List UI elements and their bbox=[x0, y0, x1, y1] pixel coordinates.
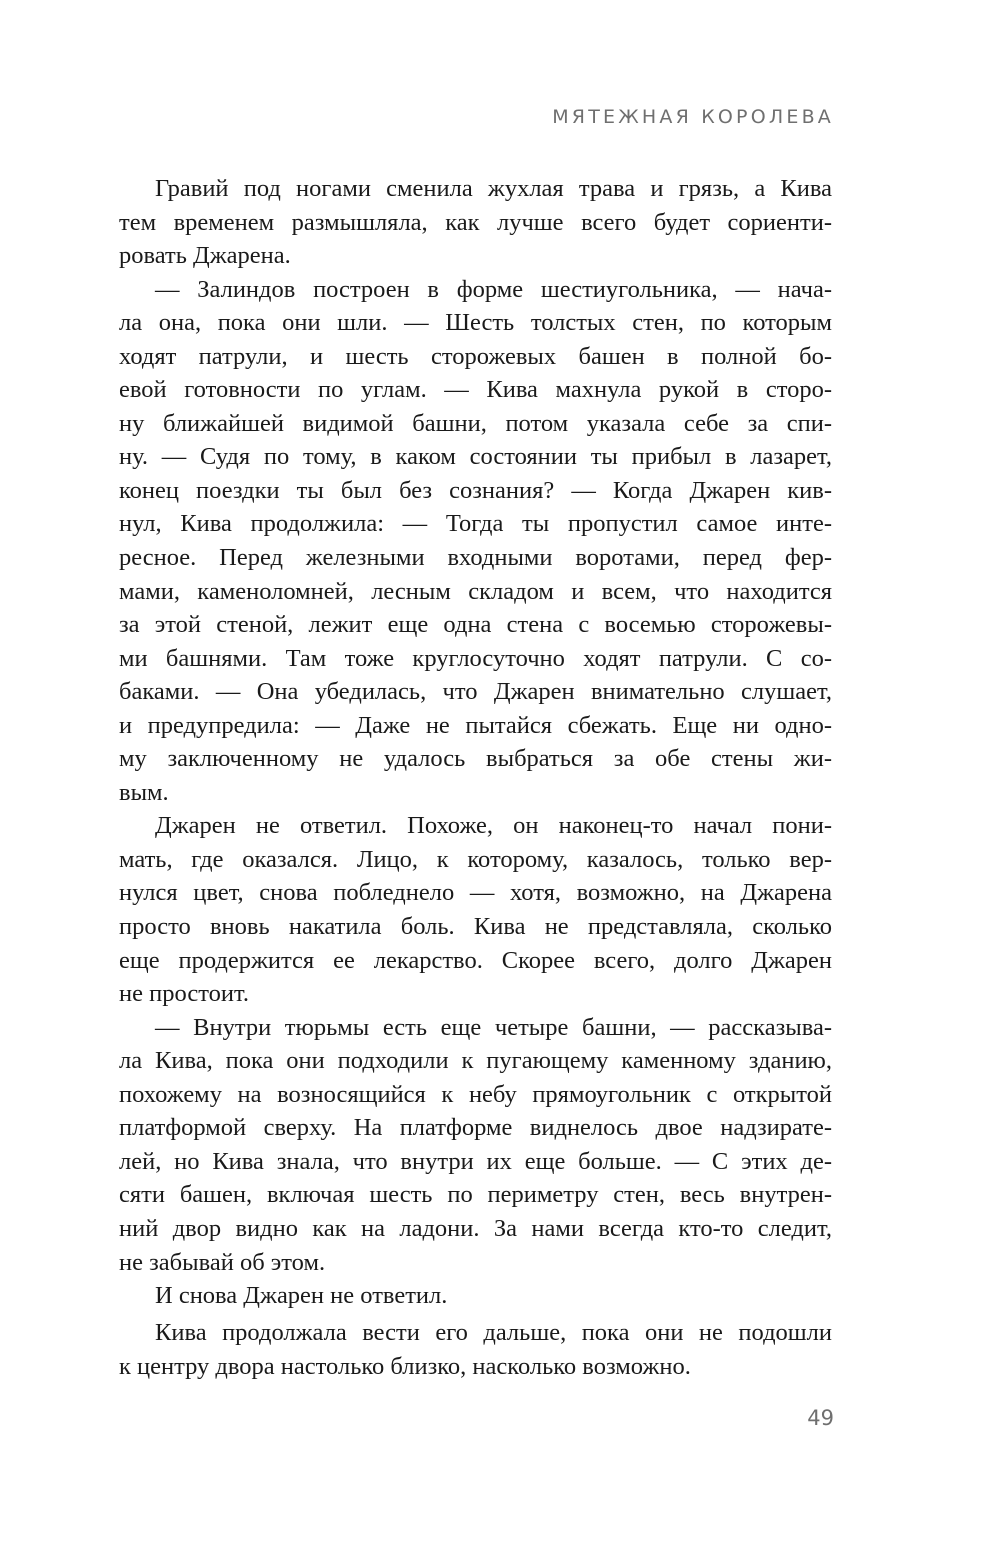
paragraph bbox=[119, 172, 832, 273]
text-line: евой готовности по углам. — Кива махнула рукой в сторо- bbox=[119, 376, 832, 404]
text-line: вым. bbox=[119, 778, 169, 806]
paragraph bbox=[119, 1279, 832, 1313]
text-line: просто вновь накатила боль. Кива не представляла, сколько bbox=[119, 913, 832, 941]
text-line: И снова Джарен не ответил. bbox=[155, 1282, 448, 1310]
text-line: баками. — Она убедилась, что Джарен внимательно слушает, bbox=[119, 678, 832, 706]
page-number: 49 bbox=[807, 1406, 834, 1430]
text-line: конец поездки ты был без сознания? — Когда Джарен кив- bbox=[119, 476, 832, 504]
text-line: платформой сверху. На платформе виднелось двое надзирате- bbox=[119, 1114, 832, 1142]
text-line: ровать Джарена. bbox=[119, 242, 291, 270]
text-line: — Залиндов построен в форме шестиугольника, — нача- bbox=[155, 275, 832, 303]
text-line: Кива продолжала вести его дальше, пока они не подошли bbox=[155, 1319, 832, 1347]
text-line: ресное. Перед железными входными воротами, перед фер- bbox=[119, 544, 832, 572]
text-line: нулся цвет, снова побледнело — хотя, возможно, на Джарена bbox=[119, 879, 832, 907]
text-line: ходят патрули, и шесть сторожевых башен в полной бо- bbox=[119, 342, 832, 370]
text-line: ми башнями. Там тоже круглосуточно ходят патрули. С со- bbox=[119, 644, 832, 672]
text-line: ну. — Судя по тому, в каком состоянии ты прибыл в лазарет, bbox=[119, 443, 832, 471]
text-line: ний двор видно как на ладони. За нами всегда кто-то следит, bbox=[119, 1214, 832, 1242]
text-line: мать, где оказался. Лицо, к которому, казалось, только вер- bbox=[119, 845, 832, 873]
text-line: к центру двора настолько близко, насколько возможно. bbox=[119, 1352, 691, 1380]
text-line: похожему на возносящийся к небу прямоугольник с открытой bbox=[119, 1080, 832, 1108]
text-line: му заключенному не удалось выбраться за обе стены жи- bbox=[119, 745, 832, 773]
text-line: за этой стеной, лежит еще одна стена с восемью сторожевы- bbox=[119, 611, 832, 639]
paragraph bbox=[119, 1316, 832, 1383]
text-line: лей, но Кива знала, что внутри их еще больше. — С этих де- bbox=[119, 1147, 832, 1175]
text-line: не простоит. bbox=[119, 980, 249, 1008]
paragraph bbox=[119, 273, 832, 810]
text-line: ла она, пока они шли. — Шесть толстых стен, по которым bbox=[119, 309, 832, 337]
text-line: сяти башен, включая шесть по периметру стен, весь внутрен- bbox=[119, 1181, 832, 1209]
text-line: не забывай об этом. bbox=[119, 1248, 326, 1276]
text-line: — Внутри тюрьмы есть еще четыре башни, — рассказыва- bbox=[155, 1013, 832, 1041]
text-line: тем временем размышляла, как лучше всего будет сориенти- bbox=[119, 208, 832, 236]
text-line: нул, Кива продолжила: — Тогда ты пропустил самое инте- bbox=[119, 510, 832, 538]
text-line: ла Кива, пока они подходили к пугающему каменному зданию, bbox=[119, 1047, 832, 1075]
text-line: мами, каменоломней, лесным складом и всем, что находится bbox=[119, 577, 832, 605]
paragraph bbox=[119, 809, 832, 1010]
paragraph bbox=[119, 1011, 832, 1279]
running-head: МЯТЕЖНАЯ КОРОЛЕВА bbox=[552, 106, 834, 128]
text-line: Джарен не ответил. Похоже, он наконец-то начал пони- bbox=[155, 812, 832, 840]
text-line: Гравий под ногами сменила жухлая трава и грязь, а Кива bbox=[155, 175, 832, 202]
text-line: еще продержится ее лекарство. Скорее всего, долго Джарен bbox=[119, 946, 832, 974]
body-text bbox=[119, 172, 832, 1383]
text-line: и предупредила: — Даже не пытайся сбежать. Еще ни одно- bbox=[119, 711, 832, 739]
text-line: ну ближайшей видимой башни, потом указала себе за спи- bbox=[119, 409, 832, 437]
